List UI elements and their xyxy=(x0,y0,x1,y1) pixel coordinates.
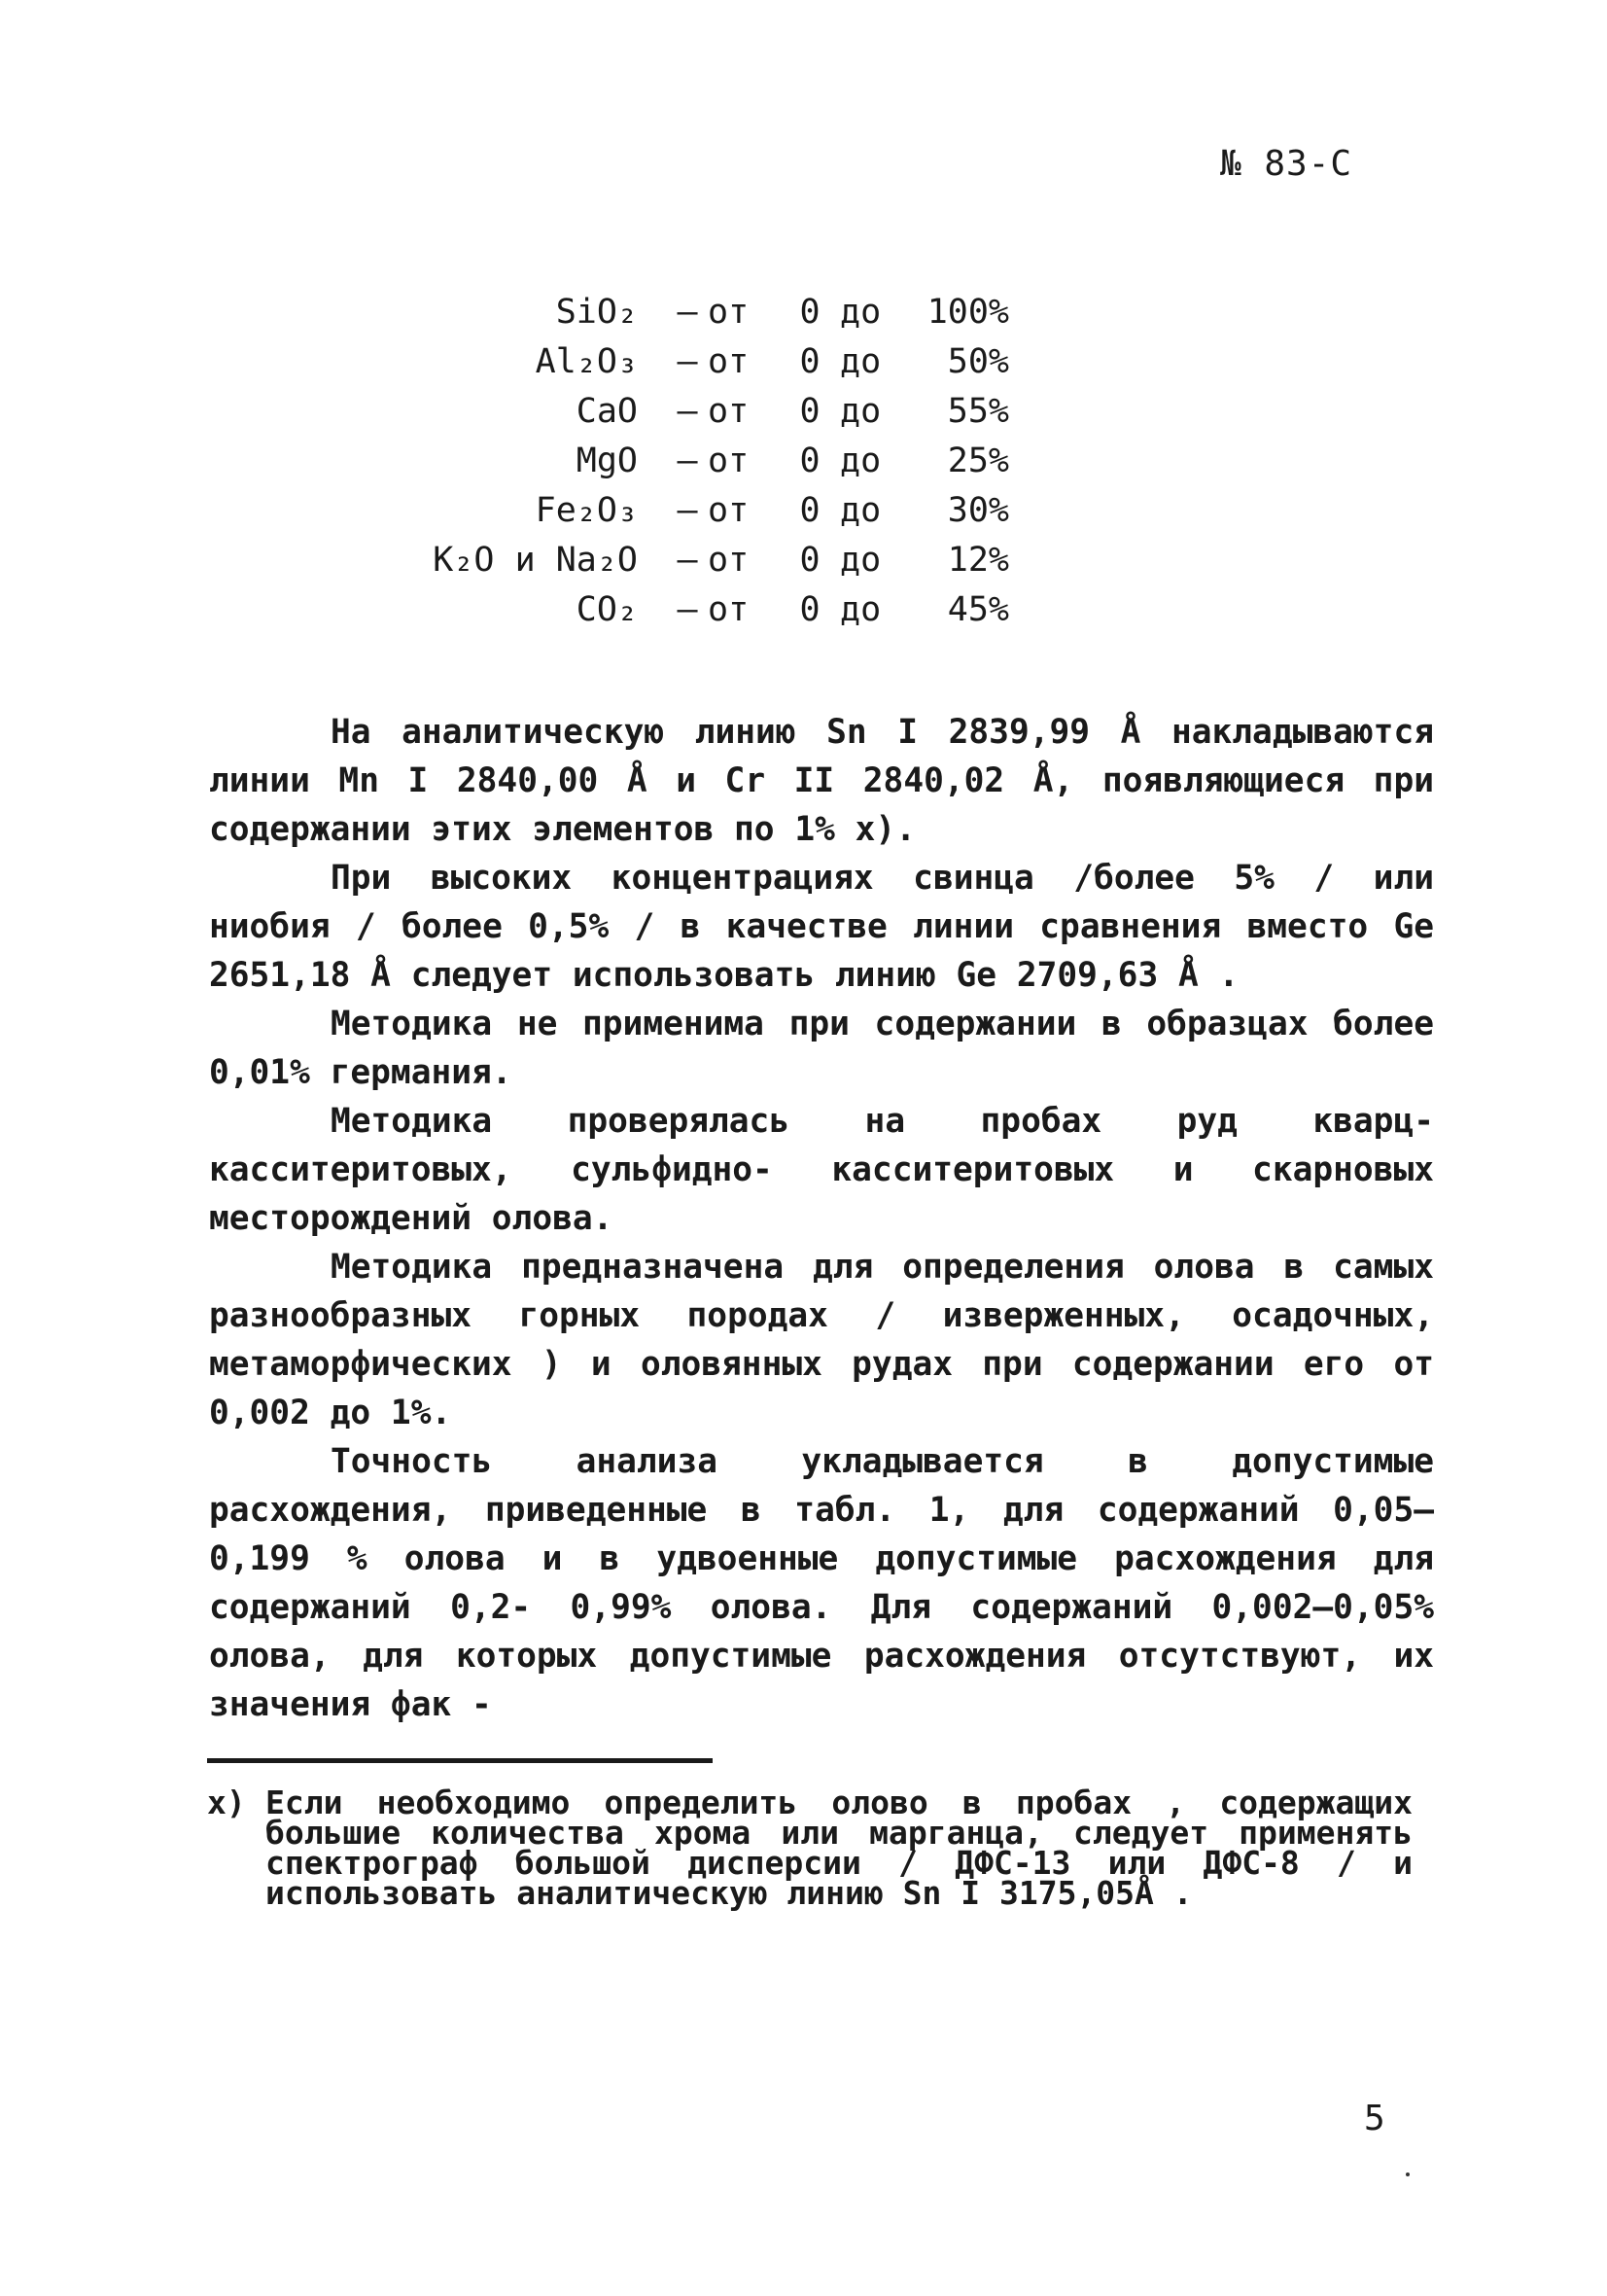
footnote xyxy=(207,1784,1413,1912)
page-number: 5 xyxy=(1364,2099,1385,2138)
component-name: K₂O и Na₂O xyxy=(433,541,638,580)
min-value: 0 xyxy=(799,392,821,431)
max-value: 50% xyxy=(947,342,1009,381)
max-value: 12% xyxy=(947,541,1009,580)
to-label: до xyxy=(840,392,882,431)
component-name: MgO xyxy=(576,442,638,480)
min-value: 0 xyxy=(799,590,821,629)
paragraph: Точность анализа укладывается в допустимые расхождения, приведенные в табл. 1, для содержаний 0,05–0,199 % олова и в удвоенные допустимые расхождения для содержаний 0,2- 0,99% олова. Для содержаний 0,002–0,05% олова, для которых допустимые расхождения отсутствуют, их значения фак - xyxy=(209,1442,1434,1724)
from-label: от xyxy=(708,392,750,431)
paragraph: Методика не применима при содержании в образцах более 0,01% германия. xyxy=(209,1005,1434,1092)
to-label: до xyxy=(840,491,882,530)
from-label: от xyxy=(708,541,750,580)
from-label: от xyxy=(708,293,750,332)
composition-row xyxy=(369,437,1009,486)
composition-row xyxy=(369,288,1009,337)
dash: – xyxy=(677,590,698,629)
to-label: до xyxy=(840,442,882,480)
to-label: до xyxy=(840,342,882,381)
min-value: 0 xyxy=(799,342,821,381)
from-label: от xyxy=(708,590,750,629)
min-value: 0 xyxy=(799,293,821,332)
to-label: до xyxy=(840,293,882,332)
from-label: от xyxy=(708,491,750,530)
from-label: от xyxy=(708,342,750,381)
footnote-marker: x) xyxy=(207,1784,246,1821)
component-name: CO₂ xyxy=(576,590,638,629)
composition-row xyxy=(369,585,1009,635)
component-name: CaO xyxy=(576,392,638,431)
dash: – xyxy=(677,342,698,381)
paragraph: На аналитическую линию Sn I 2839,99 Å накладываются линии Mn I 2840,00 Å и Cr II 2840,02 Å, появляющиеся при содержании этих элементов по 1% x). xyxy=(209,713,1434,849)
composition-row xyxy=(369,536,1009,585)
max-value: 100% xyxy=(926,293,1009,332)
document-number: № 83-С xyxy=(1220,144,1353,184)
footnote-text: Если необходимо определить олово в пробах , содержащих большие количества хрома или марганца, следует применять спектрограф большой дисперсии / ДФС-13 или ДФС-8 / и использовать аналитическую линию Sn I 3175,05Å . xyxy=(265,1784,1413,1912)
dash: – xyxy=(677,392,698,431)
body-text xyxy=(209,708,1434,1729)
dash: – xyxy=(677,541,698,580)
composition-row xyxy=(369,486,1009,536)
component-name: SiO₂ xyxy=(555,293,638,332)
composition-row xyxy=(369,387,1009,437)
to-label: до xyxy=(840,541,882,580)
from-label: от xyxy=(708,442,750,480)
min-value: 0 xyxy=(799,491,821,530)
dash: – xyxy=(677,442,698,480)
dash: – xyxy=(677,293,698,332)
to-label: до xyxy=(840,590,882,629)
max-value: 25% xyxy=(947,442,1009,480)
composition-row xyxy=(369,337,1009,387)
min-value: 0 xyxy=(799,541,821,580)
composition-table xyxy=(369,288,1009,635)
paragraph: Методика предназначена для определения олова в самых разнообразных горных породах / изверженных, осадочных, метаморфических ) и оловянных рудах при содержании его от 0,002 до 1%. xyxy=(209,1248,1434,1432)
min-value: 0 xyxy=(799,442,821,480)
max-value: 45% xyxy=(947,590,1009,629)
max-value: 55% xyxy=(947,392,1009,431)
paragraph: При высоких концентрациях свинца /более 5% / или ниобия / более 0,5% / в качестве линии сравнения вместо Ge 2651,18 Å следует использовать линию Ge 2709,63 Å . xyxy=(209,859,1434,995)
max-value: 30% xyxy=(947,491,1009,530)
footnote-divider xyxy=(207,1758,713,1763)
scan-speck xyxy=(1406,2172,1410,2176)
component-name: Al₂O₃ xyxy=(535,342,638,381)
paragraph: Методика проверялась на пробах руд кварц-касситеритовых, сульфидно- касситеритовых и скарновых месторождений олова. xyxy=(209,1102,1434,1238)
dash: – xyxy=(677,491,698,530)
component-name: Fe₂O₃ xyxy=(535,491,638,530)
